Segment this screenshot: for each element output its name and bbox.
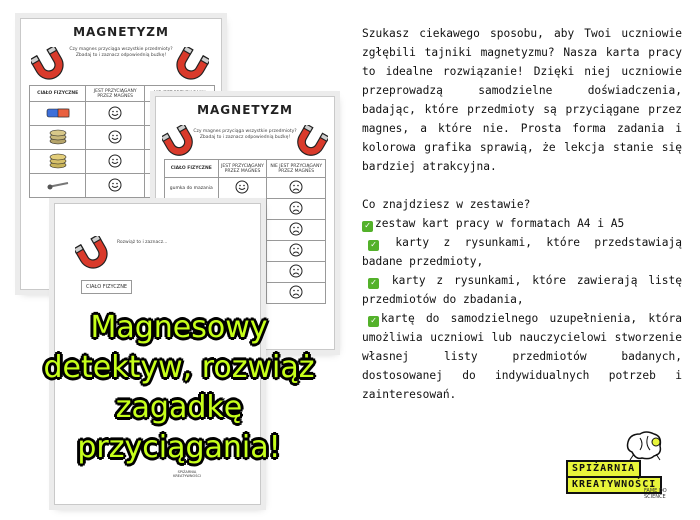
smiley-icon bbox=[108, 106, 122, 120]
logo-line-2: KREATYWNOŚCI bbox=[566, 476, 662, 494]
frown-icon bbox=[289, 201, 303, 215]
headline bbox=[14, 308, 344, 468]
check-icon: ✓ bbox=[368, 316, 379, 327]
frown-icon bbox=[289, 180, 303, 194]
frown-icon bbox=[289, 222, 303, 236]
check-icon: ✓ bbox=[368, 240, 379, 251]
smiley-icon bbox=[108, 130, 122, 144]
list-item: ✓ kartę do samodzielnego uzupełnienia, która umożliwia uczniowi lub nauczycielowi stworzenie własnej listy przedmiotów badanych, dostosowanej do indywidualnych potrzeb i zainteresowań. bbox=[362, 312, 682, 401]
col-no-header: NIE JEST PRZYCIĄGANY bbox=[144, 86, 214, 102]
brand-logo bbox=[566, 430, 686, 510]
col-no-header: NIE JEST PRZYCIĄGANY PRZEZ MAGNES bbox=[267, 160, 326, 178]
item-picture bbox=[30, 102, 86, 126]
magnet-icon bbox=[31, 47, 67, 83]
frown-icon bbox=[289, 285, 303, 299]
frown-icon bbox=[289, 264, 303, 278]
worksheet-title: MAGNETYZM bbox=[197, 103, 293, 117]
table-row bbox=[165, 178, 326, 199]
col-yes-header: JEST PRZYCIĄGANY PRZEZ MAGNES bbox=[86, 86, 145, 102]
worksheet-question: Czy magnes przyciąga wszystkie przedmioty? Zbadaj to i zaznacz odpowiednią buźkę! bbox=[193, 129, 297, 140]
feature-list bbox=[362, 214, 682, 404]
col-item-header: CIAŁO FIZYCZNE bbox=[81, 280, 132, 294]
list-item: ✓ karty z rysunkami, które zawierają listę przedmiotów do zbadania, bbox=[362, 274, 682, 306]
item-picture bbox=[30, 126, 86, 150]
col-item-header: CIAŁO FIZYCZNE bbox=[30, 86, 86, 102]
magnet-icon bbox=[294, 125, 328, 159]
logo-sub: FAME DO SCIENCE bbox=[644, 488, 667, 500]
magnet-icon bbox=[162, 125, 196, 159]
description bbox=[362, 24, 682, 404]
headline-line-2: detektyw, rozwiąż bbox=[43, 350, 315, 385]
magnet-icon bbox=[173, 47, 209, 83]
frown-icon bbox=[289, 243, 303, 257]
list-heading: Co znajdziesz w zestawie? bbox=[362, 198, 531, 211]
worksheet-question: Czy magnes przyciąga wszystkie przedmioty? Zbadaj to i zaznacz odpowiednią buźkę! bbox=[69, 47, 173, 58]
col-yes-header: JEST PRZYCIĄGANY PRZEZ MAGNES bbox=[218, 160, 267, 178]
col-item-header: CIAŁO FIZYCZNE bbox=[165, 160, 219, 178]
item-name: gumka do mazania bbox=[165, 178, 219, 199]
item-picture bbox=[30, 150, 86, 174]
worksheet-title: MAGNETYZM bbox=[73, 25, 169, 39]
check-icon: ✓ bbox=[368, 278, 379, 289]
headline-line-3: zagadkę bbox=[115, 390, 243, 425]
logo-line-1: SPIŻARNIA bbox=[566, 460, 641, 478]
headline-line-1: Magnesowy bbox=[90, 310, 268, 345]
smiley-icon bbox=[108, 154, 122, 168]
list-item: ✓ karty z rysunkami, które przedstawiają badane przedmioty, bbox=[362, 236, 682, 268]
description-intro: Szukasz ciekawego sposobu, aby Twoi uczniowie zgłębili tajniki magnetyzmu? Nasza karta pracy to idealne rozwiązanie! Dzięki niej uczniowie przeprowadzą samodzielne doświadczenia, badając, które przedmioty są przyciągane przez magnes, a które nie. Prosta forma zadania i kolorowa grafika sprawią, że lekcja stanie się bardziej atrakcyjna. bbox=[362, 27, 682, 173]
worksheet-question: Rozwiąż to i zaznacz... bbox=[117, 240, 168, 245]
smiley-icon bbox=[108, 178, 122, 192]
brand-small: SPIŻARNIA KREATYWNOŚCI bbox=[173, 470, 201, 478]
item-picture bbox=[30, 174, 86, 198]
smiley-icon bbox=[235, 180, 249, 194]
magnet-icon bbox=[75, 236, 111, 272]
check-icon: ✓ bbox=[362, 221, 373, 232]
headline-line-4: przyciągania! bbox=[77, 430, 281, 465]
list-item: ✓ zestaw kart pracy w formatach A4 i A5 bbox=[362, 214, 682, 233]
